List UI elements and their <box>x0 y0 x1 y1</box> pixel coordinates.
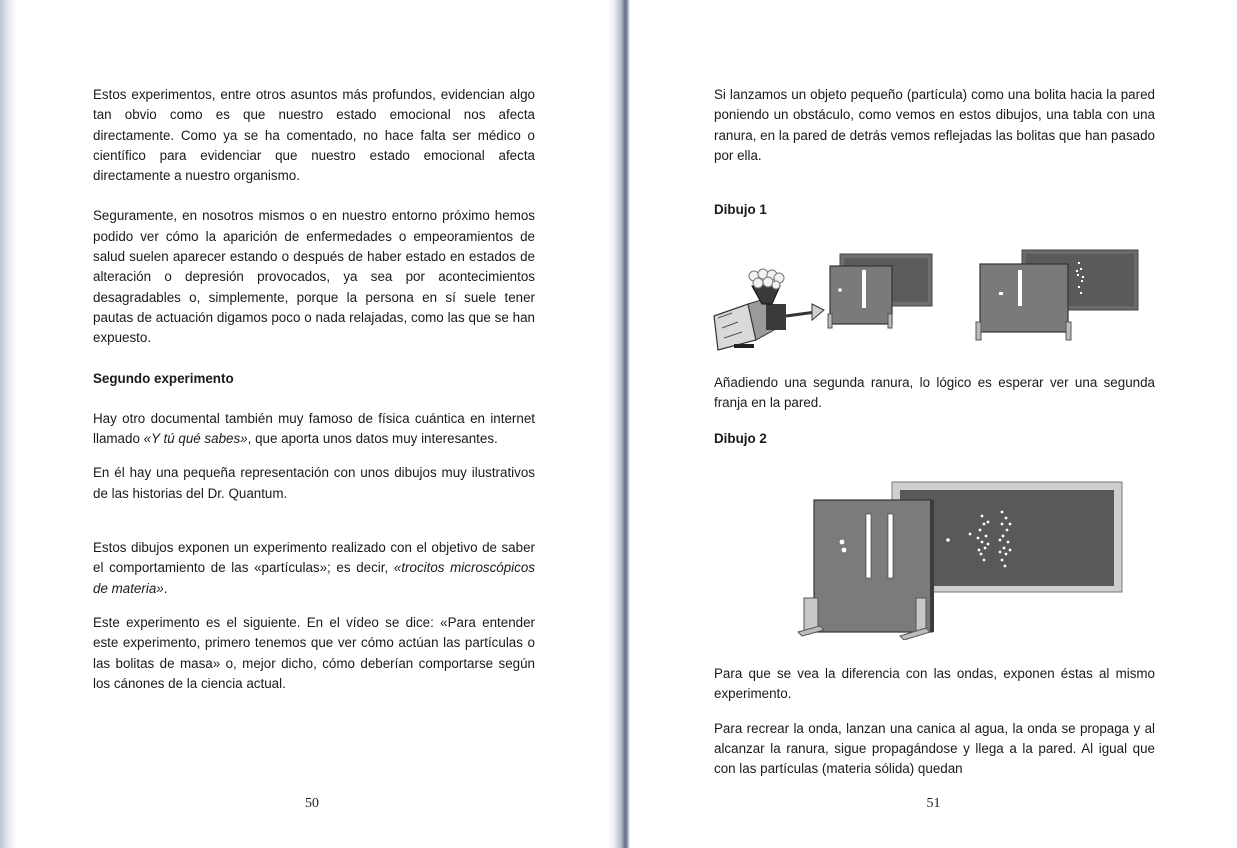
section-heading: Segundo experimento <box>93 370 234 386</box>
page-number: 50 <box>305 796 319 811</box>
figure-caption-wrap <box>714 200 1155 220</box>
paragraph: Estos experimentos, entre otros asuntos más profundos, evidencian algo tan obvio como es que nuestro estado emocional nos afecta directamente. Como ya se ha comentado, no hace falta ser médico o científico para evidenciar que nuestro estado emocional afecta directamente a nuestro organismo. <box>93 87 535 184</box>
paragraph: Si lanzamos un objeto pequeño (partícula) como una bolita hacia la pared poniendo un obstáculo, como vemos en estos dibujos, una tabla con una ranura, en la pared de detrás vemos reflejadas las bolitas que han pasado por ella. <box>714 87 1155 163</box>
figure-2-caption: Dibujo 2 <box>714 431 767 446</box>
right-text-column-bottom <box>714 664 1155 779</box>
paragraph: Añadiendo una segunda ranura, lo lógico es esperar ver una segunda franja en la pared. <box>714 375 1155 411</box>
paragraph: Este experimento es el siguiente. En el vídeo se dice: «Para entender este experimento, primero tenemos que ver cómo actúan las partículas o las bolitas de masa» o, mejor dicho, cómo deberían comportarse según los cánones de la ciencia actual. <box>93 614 535 691</box>
double-slit-board <box>798 500 934 640</box>
board-single-slit-stripe <box>976 250 1138 340</box>
figure-caption-wrap <box>714 429 1155 449</box>
page-number: 51 <box>926 796 941 811</box>
paragraph: Seguramente, en nosotros mismos o en nuestro entorno próximo hemos podido ver cómo la aparición de enfermedades o empeoramientos de salud suelen aparecer estando o después de haber estado en estados de alteración o depresión provocados, ya sea por acontecimientos desagradables o, simplemente, porque la persona en sí suele tener pautas de actuación digamos poco o nada relajadas, como las que se han expuesto. <box>93 208 535 346</box>
paragraph <box>93 538 535 599</box>
figure-2-illustration <box>766 478 1126 640</box>
paragraph-text: , que aporta unos datos muy interesantes. <box>247 431 498 447</box>
italic-phrase: «trocitos microscópicos de materia» <box>93 560 535 596</box>
figure-1-illustration <box>712 244 1142 354</box>
paragraph-text: Hay otro documental también muy famoso de física cuántica en internet llamado <box>93 410 535 447</box>
paragraph-text: Estos dibujos exponen un experimento realizado con el objetivo de saber el comportamiento de las «partículas»; es decir, <box>93 540 535 576</box>
right-text-column-mid <box>714 373 1155 414</box>
left-text-column <box>93 85 535 694</box>
page-50 <box>16 0 608 848</box>
paragraph-text: . <box>163 580 168 596</box>
paragraph: En él hay una pequeña representación con unos dibujos muy ilustrativos de las historias del Dr. Quantum. <box>93 465 535 501</box>
board-single-slit-empty <box>828 254 932 328</box>
book-gutter <box>608 0 630 848</box>
paragraph: Para que se vea la diferencia con las ondas, exponen éstas al mismo experimento. <box>714 666 1155 702</box>
page-51 <box>630 0 1237 848</box>
particle-launcher <box>714 269 824 350</box>
paragraph <box>93 409 535 450</box>
page-edge-shadow <box>0 0 16 848</box>
paragraph: Para recrear la onda, lanzan una canica al agua, la onda se propaga y al alcanzar la ranura, sigue propagándose y llega a la pared. Al igual que con las partículas (materia sólida) quedan <box>714 720 1155 777</box>
right-text-column-top <box>714 85 1155 166</box>
documentary-title: «Y tú qué sabes» <box>143 431 248 447</box>
figure-1-caption: Dibujo 1 <box>714 202 767 217</box>
